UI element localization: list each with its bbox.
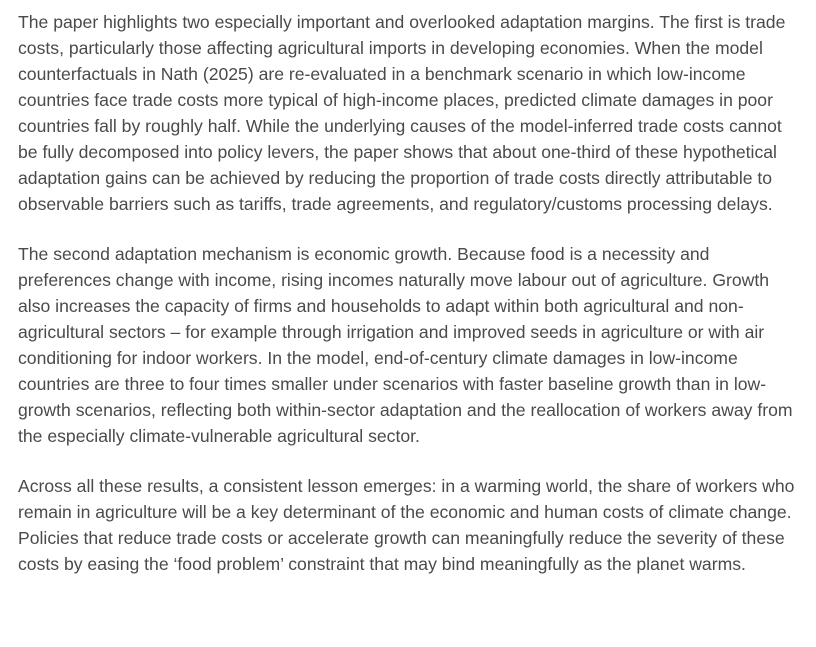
paragraph-economic-growth: The second adaptation mechanism is economic growth. Because food is a necessity and preferences change with income, rising incomes naturally move labour out of agriculture. Growth also increases the capacity of firms and households to adapt within both agricultural and non-agricultural sectors – for example through irrigation and improved seeds in agriculture or with air conditioning for indoor workers. In the model, end-of-century climate damages in low-income countries are three to four times smaller under scenarios with faster baseline growth than in low-growth scenarios, reflecting both within-sector adaptation and the reallocation of workers away from the especially climate-vulnerable agricultural sector. [18,244,793,446]
article-body [18,9,798,577]
paragraph-trade-costs: The paper highlights two especially important and overlooked adaptation margins. The first is trade costs, particularly those affecting agricultural imports in developing economies. When the model counterfactuals in Nath (2025) are re-evaluated in a benchmark scenario in which low-income countries face trade costs more typical of high-income places, predicted climate damages in poor countries fall by roughly half. While the underlying causes of the model-inferred trade costs cannot be fully decomposed into policy levers, the paper shows that about one-third of these hypothetical adaptation gains can be achieved by reducing the proportion of trade costs directly attributable to observable barriers such as tariffs, trade agreements, and regulatory/customs processing delays. [18,12,786,214]
paragraph-conclusion: Across all these results, a consistent lesson emerges: in a warming world, the share of workers who remain in agriculture will be a key determinant of the economic and human costs of climate change. Policies that reduce trade costs or accelerate growth can meaningfully reduce the severity of these costs by easing the ‘food problem’ constraint that may bind meaningfully as the planet warms. [18,476,795,574]
